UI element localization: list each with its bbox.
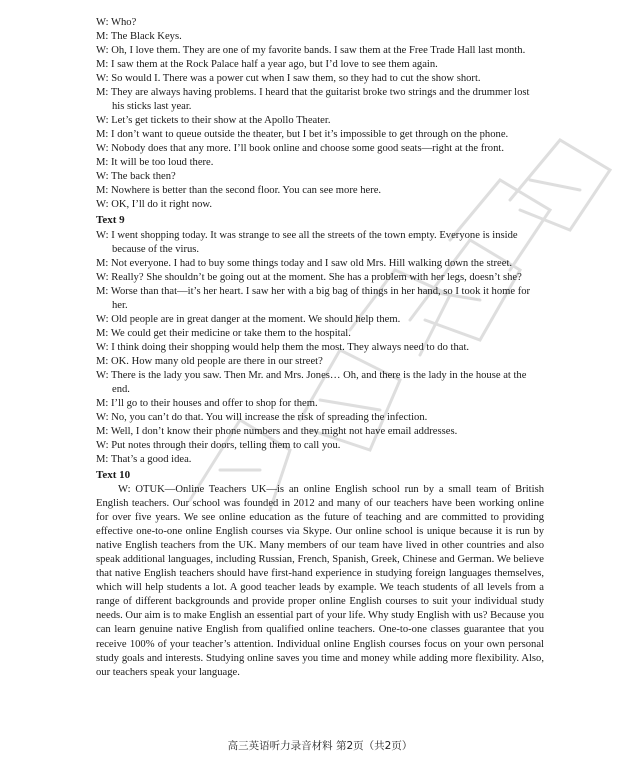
dialogue-line: W: So would I. There was a power cut when I saw them, so they had to cut the show short. (96, 73, 481, 84)
dialogue-line: M: It will be too loud there. (96, 157, 214, 168)
text9-heading: Text 9 (96, 214, 125, 226)
dialogue-line: W: Oh, I love them. They are one of my favorite bands. I saw them at the Free Trade Hall last month. (96, 45, 526, 56)
dialogue-line: W: Really? She shouldn’t be going out at the moment. She has a problem with her legs, doesn’t she? (96, 271, 522, 283)
dialogue-line: M: I’ll go to their houses and offer to shop for them. (96, 397, 318, 409)
dialogue-line: W: OK, I’ll do it right now. (96, 199, 213, 210)
dialogue-line: W: Nobody does that any more. I’ll book online and choose some good seats—right at the front. (96, 143, 504, 154)
dialogue-line: M: I saw them at the Rock Palace half a year ago, but I’d love to see them again. (96, 59, 438, 70)
dialogue-line: M: Worse than that—it’s her heart. I saw her with a big bag of things in her hand, so I took it home for her. (96, 285, 531, 311)
dialogue-line: W: Old people are in great danger at the moment. We should help them. (96, 313, 401, 325)
dialogue-line: W: Let’s get tickets to their show at the Apollo Theater. (96, 115, 331, 126)
transcript-body (96, 16, 544, 680)
dialogue-line: M: That’s a good idea. (96, 453, 192, 465)
dialogue-line: M: Nowhere is better than the second floor. You can see more here. (96, 185, 382, 196)
text10-heading: Text 10 (96, 468, 131, 481)
dialogue-line: M: They are always having problems. I heard that the guitarist broke two strings and the drummer lost his sticks last year. (96, 87, 530, 112)
dialogue-line: W: The back then? (96, 171, 176, 182)
text10-paragraph: W: OTUK—Online Teachers UK—is an online English school run by a small team of British English teachers. Our school was founded in 2012 and many of our teachers have been working online for over five years. We see online education as the future of teaching and are committed to providing effective one-to-one online English courses via Skype. Our online school is unique because it is run by native English teachers from the UK. Many members of our team have lived in other countries and also speak additional languages, including Russian, French, Spanish, Greek, Chinese and German. We believe that native English teachers should have first-hand experience in studying foreign languages themselves, which will help students a lot. A good teacher leads by example. We teach students of all levels from a range of different backgrounds and provide proper online English courses to suit your individual study needs. Our aim is to make English an essential part of your life. Why study English with us? Because you can learn genuine native English from qualified online teachers. One-to-one classes guarantee that you receive 100% of your teacher’s attention. Individual online English courses focus on your own personal study goals and interests. Studying online saves you time and money while adding more flexibility. Also, our teachers speak your language. (96, 484, 544, 678)
dialogue-line: W: I went shopping today. It was strange to see all the streets of the town empty. Everyone is inside because of the virus. (96, 229, 518, 255)
dialogue-line: W: No, you can’t do that. You will increase the risk of spreading the infection. (96, 411, 428, 423)
text9-dialogue (96, 229, 544, 467)
dialogue-line: M: I don’t want to queue outside the theater, but I bet it’s impossible to get through on the phone. (96, 129, 509, 140)
dialogue-line: M: OK. How many old people are there in our street? (96, 355, 323, 367)
dialogue-line: W: Put notes through their doors, telling them to call you. (96, 439, 341, 451)
dialogue-line: W: There is the lady you saw. Then Mr. and Mrs. Jones… Oh, and there is the lady in the house at the end. (96, 369, 527, 395)
dialogue-line: W: Who? (96, 17, 137, 28)
text8-dialogue (96, 16, 544, 212)
dialogue-line: W: I think doing their shopping would help them the most. They always need to do that. (96, 341, 470, 353)
dialogue-line: M: The Black Keys. (96, 31, 182, 42)
dialogue-line: M: We could get their medicine or take them to the hospital. (96, 327, 351, 339)
dialogue-line: M: Not everyone. I had to buy some things today and I saw old Mrs. Hill walking down the street. (96, 257, 513, 269)
dialogue-line: M: Well, I don’t know their phone numbers and they might not have email addresses. (96, 425, 458, 437)
page-footer: 高三英语听力录音材料 第2页（共2页） (227, 740, 413, 752)
